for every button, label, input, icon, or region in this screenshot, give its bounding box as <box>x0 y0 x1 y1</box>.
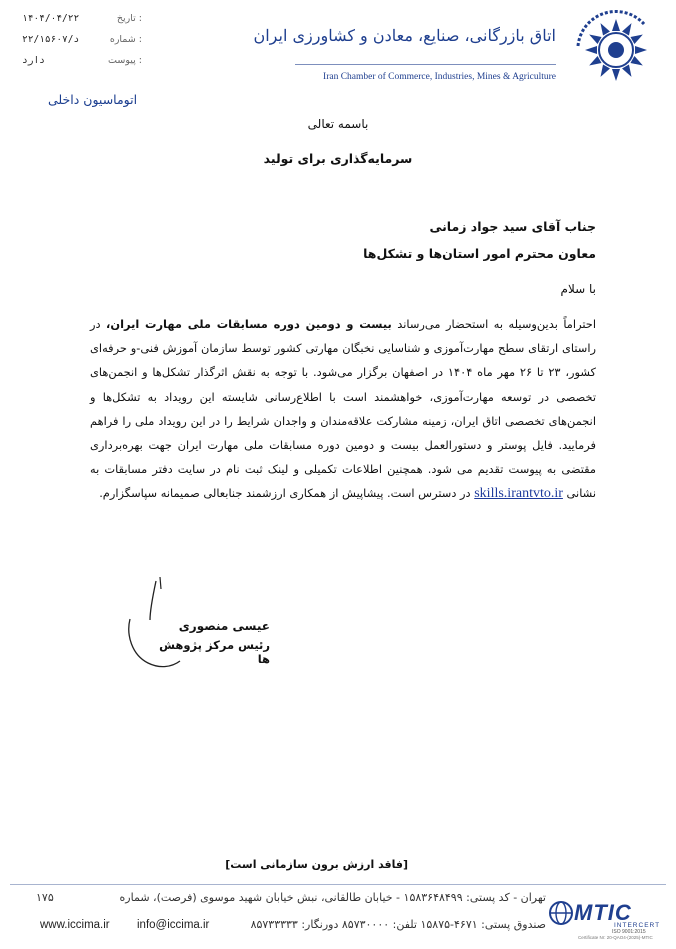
date-label: تاریخ : <box>116 13 142 24</box>
footer-building-number: ۱۷۵ <box>36 891 54 904</box>
footer-email[interactable]: info@iccima.ir <box>137 919 210 931</box>
attachment-row <box>22 50 142 71</box>
skills-link[interactable]: skills.irantvto.ir <box>474 486 563 502</box>
internal-automation-tag: اتوماسیون داخلی <box>48 92 138 107</box>
attachment-label: پیوست : <box>108 55 142 66</box>
letter-subject: سرمایه‌گذاری برای تولید <box>263 151 413 166</box>
internal-use-note: [فاقد ارزش برون سازمانی است] <box>225 858 408 871</box>
iccima-logo-icon <box>568 10 668 90</box>
number-row <box>22 29 142 50</box>
org-name-fa: اتاق بازرگانی، صنایع، معادن و کشاورزی ایران <box>253 26 556 45</box>
body-text-part1: احتراماً بدین‌وسیله به استحضار می‌رساند <box>391 317 596 331</box>
signer-name: عیسی منصوری <box>178 619 270 633</box>
letter-body <box>90 312 596 507</box>
greeting: با سلام <box>560 282 596 296</box>
org-name-en: Iran Chamber of Commerce, Industries, Mines & Agriculture <box>323 72 556 82</box>
date-value: ۱۴۰۴/۰۴/۲۲ <box>22 13 80 24</box>
number-label: شماره : <box>109 34 142 45</box>
cert-brand: MTIC <box>574 900 632 925</box>
footer-divider <box>10 884 666 885</box>
globe-icon <box>548 900 574 926</box>
mtic-certification-badge <box>548 896 661 942</box>
footer-contact: صندوق پستی: ۴۶۷۱-۱۵۸۷۵ تلفن: ۸۵۷۳۰۰۰۰ دورنگار: ۸۵۷۳۳۳۳۳ <box>250 918 546 931</box>
footer-address: تهران - کد پستی: ۱۵۸۳۶۴۸۴۹۹ - خیابان طالقانی، نبش خیابان شهید موسوی (فرصت)، شماره <box>119 891 546 904</box>
body-text-part2: در راستای ارتقای سطح مهارت‌آموزی و شناسایی نخبگان مهارتی کشور توسط سازمان آموزش فنی-و حرفه‌ای کشور، ۲۳ تا ۲۶ مهر ماه ۱۴۰۴ در اصفهان برگزار می‌شود. با توجه به نقش اثرگذار تشکل‌ها و انجمن‌های تخصصی در توسعه مهارت‌آموزی، خواهشمند است با اطلاع‌رسانی شایسته این رویداد به تشکل‌ها و انجمن‌های تخصصی اتاق ایران، زمینه مشارکت علاقه‌مندان و واجدان شرایط را در این رویداد ملی را فراهم فرمایید. فایل پوستر و دستورالعمل بیست و دومین دوره مسابقات ملی مهارت ایران جهت بهره‌برداری مقتضی به پیوست تقدیم می شود. همچنین اطلاعات تکمیلی و لینک ثبت نام در سایت دفتر مسابقات به نشانی <box>90 317 596 501</box>
attachment-value: دارد <box>22 55 45 66</box>
header-divider <box>295 64 556 65</box>
letter-meta <box>22 8 142 71</box>
body-bold-text: بیست و دومین دوره مسابقات ملی مهارت ایران، <box>106 317 392 331</box>
date-row <box>22 8 142 29</box>
recipient-name: جناب آقای سید جواد زمانی <box>429 219 596 234</box>
cert-sub: INTERCERT <box>614 922 661 929</box>
cert-number: Certificate Nr: 20-QAO4-(2025)-MTIC <box>578 935 653 940</box>
cert-iso: ISO 9001:2015 <box>612 929 646 935</box>
number-value: ۲۲/۱۵۶۰۷/د <box>22 34 80 45</box>
recipient-title: معاون محترم امور استان‌ها و تشکل‌ها <box>363 246 596 261</box>
footer-website[interactable]: www.iccima.ir <box>40 919 110 931</box>
salutation: باسمه تعالی <box>307 117 369 131</box>
body-text-part3: در دسترس است. پیشاپیش از همکاری ارزشمند جنابعالی صمیمانه سپاسگزارم. <box>99 486 475 501</box>
signer-title: رئیس مرکز پژوهش ها <box>159 638 270 666</box>
